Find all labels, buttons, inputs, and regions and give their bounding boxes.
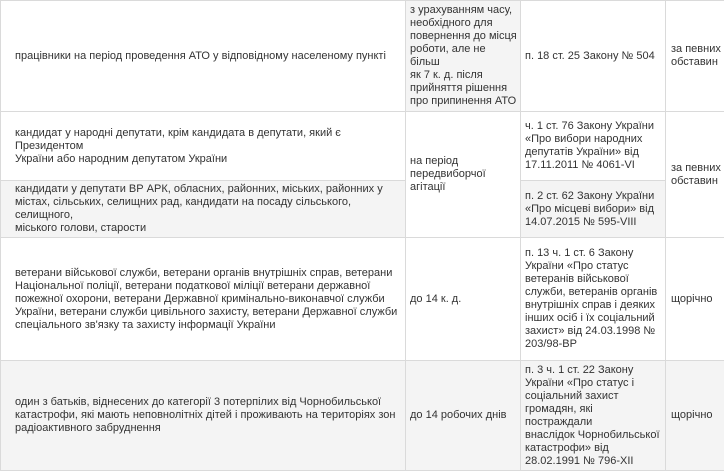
- basis-cell: [521, 112, 666, 181]
- frequency-cell: [666, 112, 724, 238]
- term-text: на період передвиборчої агітації: [410, 155, 486, 193]
- term-cell: [406, 238, 521, 361]
- term-text: до 14 робочих днів: [410, 409, 507, 421]
- category-cell: [1, 112, 406, 181]
- term-cell: [406, 1, 521, 112]
- basis-text: п. 13 ч. 1 ст. 6 Закону України «Про статус ветеранів військової служби, ветеранів органів внутрішніх справ і деяких інших осіб і їх соціальний захист» від 24.03.1998 № 203/98-ВР: [525, 247, 658, 350]
- category-cell: [1, 1, 406, 112]
- basis-text: п. 3 ч. 1 ст. 22 Закону України «Про статус і соціальний захист громадян, які постраждали внаслідок Чорнобильської катастрофи» від 28.02.1991 № 796-XII: [525, 363, 660, 467]
- category-text: один з батьків, віднесених до категорії 3 потерпілих від Чорнобильської катастрофи, які мають неповнолітніх дітей і проживають на територіях зон радіоактивного забруднення: [15, 396, 396, 434]
- table-row: [1, 1, 724, 112]
- frequency-cell: [666, 361, 724, 471]
- table-row: [1, 238, 724, 361]
- basis-text: п. 18 ст. 25 Закону № 504: [525, 49, 655, 62]
- term-text: з урахуванням часу, необхідного для повернення до місця роботи, але не більш як 7 к. д. після прийняття рішення про припинення АТО: [410, 4, 517, 107]
- basis-text: ч. 1 ст. 76 Закону України «Про вибори народних депутатів України» від 17.11.2011 № 4061-VI: [525, 120, 655, 171]
- term-cell: [406, 112, 521, 238]
- frequency-text: за певних обставин: [671, 161, 721, 187]
- basis-cell: [521, 238, 666, 361]
- category-cell: [1, 181, 406, 238]
- frequency-cell: [666, 238, 724, 361]
- category-text: ветерани військової служби, ветерани органів внутрішніх справ, ветерани Національної поліції, ветерани податкової міліції ветерани державної пожежної охорони, ветерани Державної кримінально-виконавчої служби України, ветерани служби цивільного захисту, ветерани Державної служби спеціального зв'язку та захисту інформації України: [15, 266, 398, 331]
- basis-text: п. 2 ст. 62 Закону України «Про місцеві вибори» від 14.07.2015 № 595-VIII: [525, 189, 655, 228]
- category-cell: [1, 361, 406, 471]
- term-text: до 14 к. д.: [410, 292, 462, 305]
- frequency-cell: [666, 1, 724, 112]
- table-row: [1, 181, 724, 238]
- basis-cell: [521, 1, 666, 112]
- frequency-text: щорічно: [671, 409, 713, 421]
- table-row: [1, 112, 724, 181]
- category-text: працівники на період проведення АТО у відповідному населеному пункті: [15, 49, 386, 62]
- category-text: кандидати у депутати ВР АРК, обласних, районних, міських, районних у містах, сільських, селищних рад, кандидати на посаду сільського, селищного, міського голови, старости: [15, 183, 383, 234]
- frequency-text: щорічно: [671, 292, 713, 305]
- term-cell: [406, 361, 521, 471]
- table-row: [1, 361, 724, 471]
- basis-cell: [521, 181, 666, 238]
- category-text: кандидат у народні депутати, крім кандидата в депутати, який є Президентом України або народним депутатом України: [15, 126, 341, 165]
- basis-cell: [521, 361, 666, 471]
- frequency-text: за певних обставин: [671, 43, 721, 68]
- category-cell: [1, 238, 406, 361]
